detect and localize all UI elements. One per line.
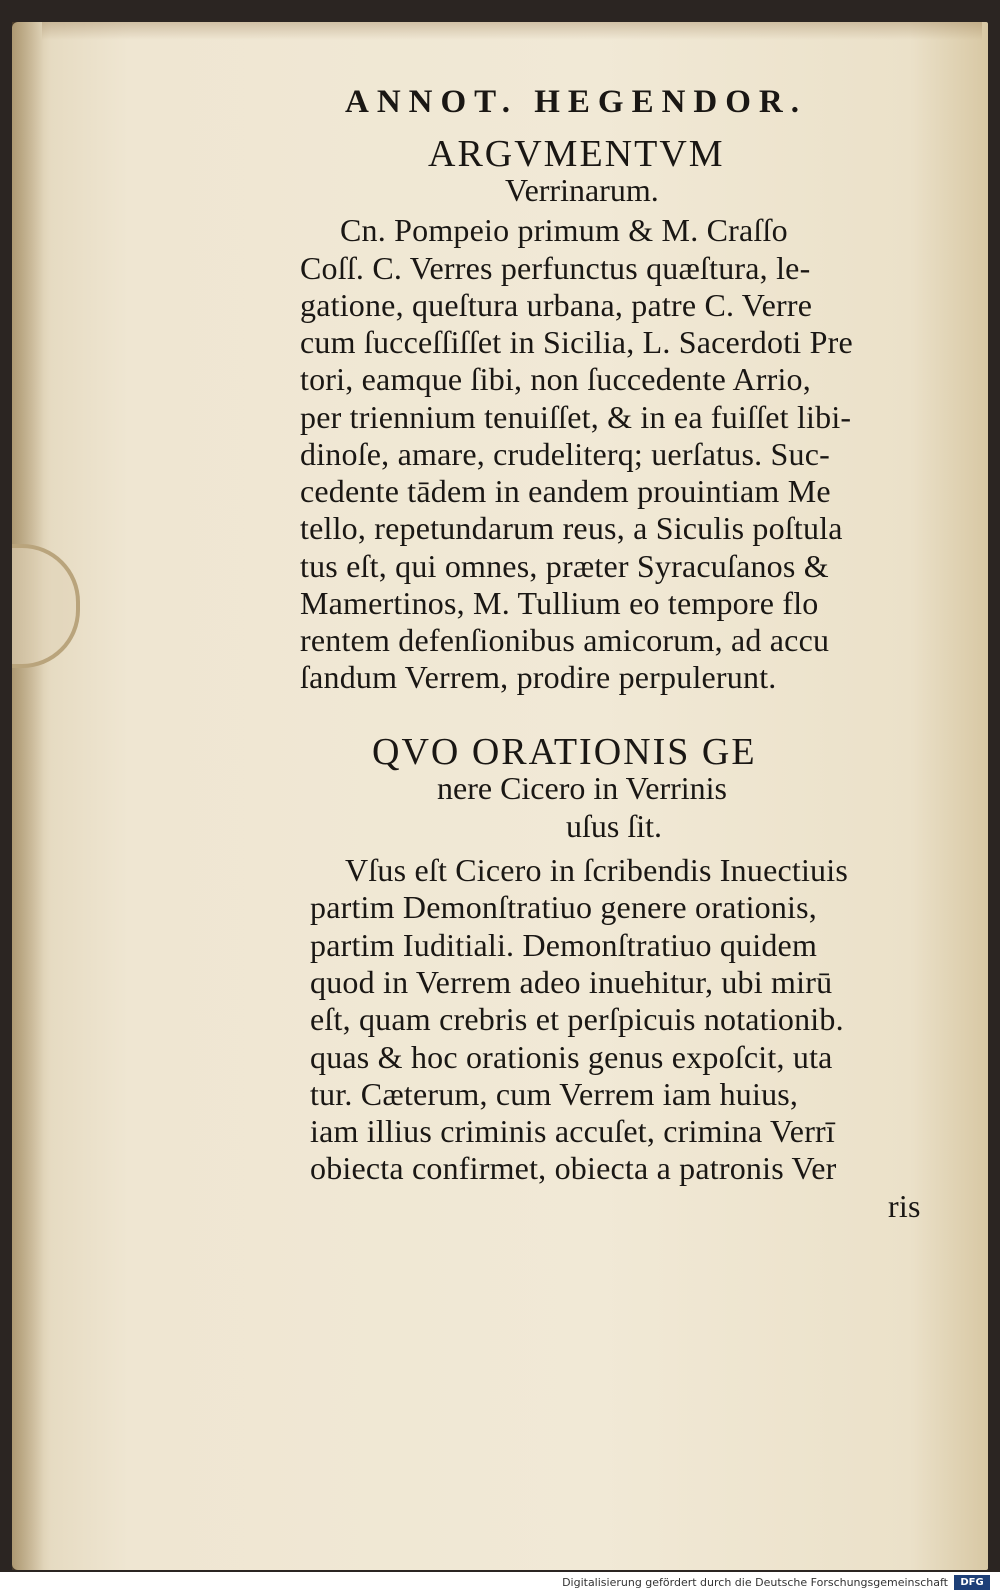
running-head: ANNOT. HEGENDOR. bbox=[345, 84, 807, 120]
section2-line: eſt, quam crebris et perſpicuis notationib. bbox=[310, 1001, 844, 1037]
section1-line: cedente tādem in eandem prouintiam Me bbox=[300, 473, 831, 509]
section1-line: tori, eamque ſibi, non ſuccedente Arrio, bbox=[300, 361, 811, 397]
section2-line: Vſus eſt Cicero in ſcribendis Inuectiuis bbox=[345, 852, 848, 888]
section1-line: Mamertinos, M. Tullium eo tempore flo bbox=[300, 585, 819, 621]
section1-line: gatione, queſtura urbana, patre C. Verre bbox=[300, 287, 813, 323]
section1-line: ſandum Verrem, prodire perpulerunt. bbox=[300, 659, 777, 695]
catchword: ris bbox=[888, 1188, 921, 1224]
section1-subtitle: Verrinarum. bbox=[505, 172, 659, 208]
section2-line: partim Iuditiali. Demonſtratiuo quidem bbox=[310, 927, 818, 963]
section2-line: iam illius criminis accuſet, crimina Verrī bbox=[310, 1113, 835, 1149]
section2-subtitle: uſus ſit. bbox=[566, 808, 663, 844]
section2-line: tur. Cæterum, cum Verrem iam huius, bbox=[310, 1076, 799, 1112]
section1-line: Cn. Pompeio primum & M. Craſſo bbox=[340, 212, 788, 248]
footer-credit: Digitalisierung gefördert durch die Deutsche Forschungsgemeinschaft bbox=[562, 1576, 948, 1589]
clasp-mark bbox=[12, 544, 80, 668]
section1-title: ARGVMENTVM bbox=[428, 133, 725, 175]
section1-line: tello, repetundarum reus, a Siculis poſtula bbox=[300, 510, 843, 546]
page-top-edge bbox=[42, 22, 982, 40]
section1-line: Coſſ. C. Verres perfunctus quæſtura, le- bbox=[300, 250, 811, 286]
section2-line: partim Demonſtratiuo genere orationis, bbox=[310, 889, 818, 925]
section1-line: cum ſucceſſiſſet in Sicilia, L. Sacerdoti Pre bbox=[300, 324, 853, 360]
section2-title: QVO ORATIONIS GE bbox=[372, 731, 757, 773]
section1-line: per triennium tenuiſſet, & in ea fuiſſet libi- bbox=[300, 399, 852, 435]
section1-line: tus eſt, qui omnes, præter Syracuſanos & bbox=[300, 548, 829, 584]
section1-line: rentem defenſionibus amicorum, ad accu bbox=[300, 622, 830, 658]
section2-line: quod in Verrem adeo inuehitur, ubi mirū bbox=[310, 964, 833, 1000]
section1-line: dinoſe, amare, crudeliterq; uerſatus. Suc- bbox=[300, 436, 830, 472]
section2-line: obiecta confirmet, obiecta a patronis Ver bbox=[310, 1150, 837, 1186]
section2-line: quas & hoc orationis genus expoſcit, uta bbox=[310, 1039, 833, 1075]
section2-subtitle: nere Cicero in Verrinis bbox=[437, 770, 727, 806]
dfg-logo-icon: DFG bbox=[954, 1575, 990, 1590]
